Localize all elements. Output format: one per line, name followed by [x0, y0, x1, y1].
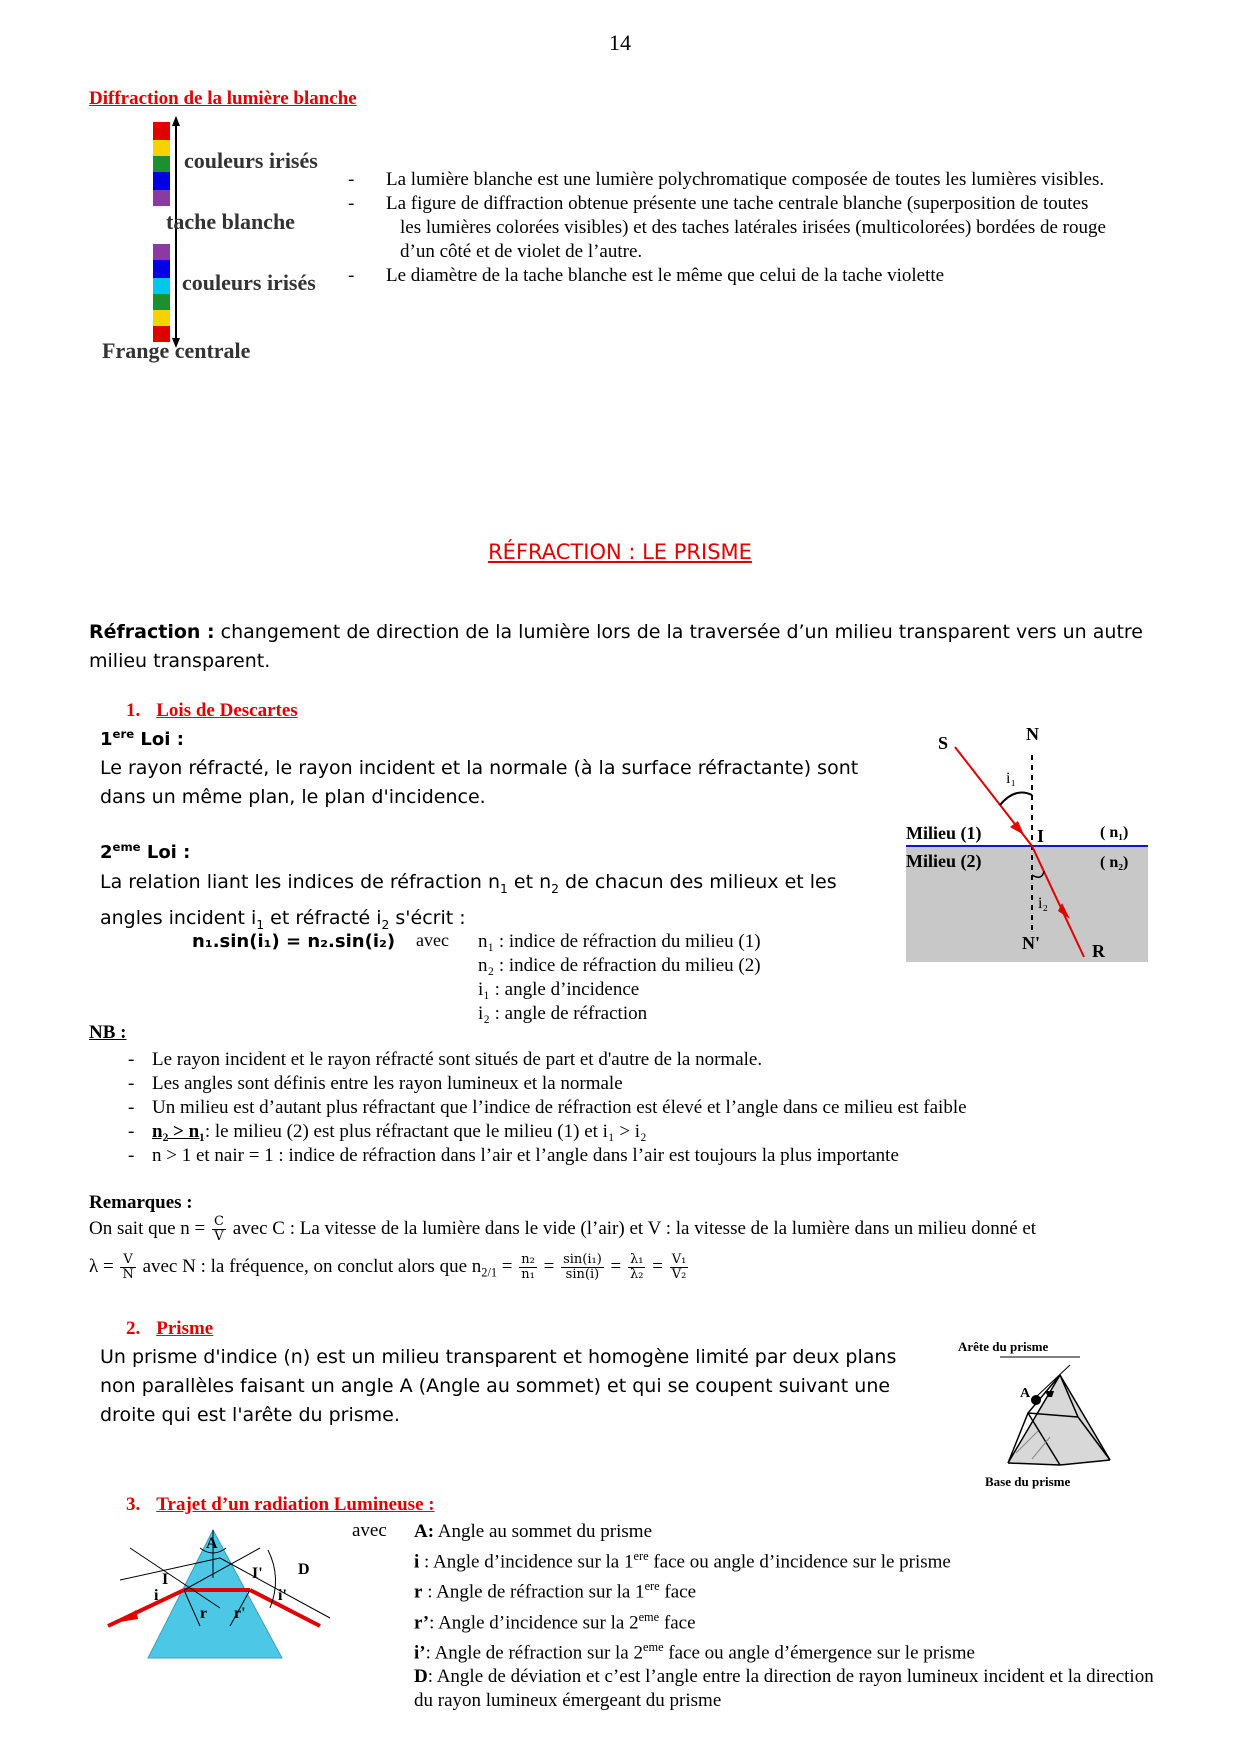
fig3-Iprime: I'	[252, 1565, 263, 1582]
definition-item: r’: Angle d’incidence sur la 2eme face	[414, 1609, 696, 1633]
section-3-avec: avec	[352, 1520, 387, 1541]
prism-diagram	[950, 1335, 1130, 1495]
fig-S: S	[938, 733, 949, 753]
list-item: - Le diamètre de la tache blanche est le même que celui de la tache violette	[360, 264, 1110, 288]
list-item: - La figure de diffraction obtenue présente une tache centrale blanche (superposition de toutes les lumières colorées visibles) et des taches latérales irisées (multicolorées) bordées de rouge d’un côté et de violet de l’autre.	[360, 192, 1110, 264]
definition-item: D: Angle de déviation et c’est l’angle entre la direction de rayon lumineux incident et la direction du rayon lumineux émergeant du prisme	[414, 1666, 1154, 1712]
loi2-label: 2eme Loi :	[100, 840, 191, 863]
definition-text: changement de direction de la lumière lors de la traversée d’un milieu transparent vers un autre milieu transparent.	[89, 621, 1143, 672]
trajectory-figure	[100, 1518, 340, 1668]
fig-i2: i₂	[1038, 895, 1049, 912]
remarques-title: Remarques :	[89, 1192, 193, 1213]
section-2-heading	[126, 1318, 213, 1340]
fig3-rprime: r'	[234, 1605, 246, 1622]
refraction-diagram	[900, 725, 1150, 965]
remarques-line-2: λ = $\frac{V}{N}$ avec N : la fréquence, on conclut alors que $n_{2/1}$ = $\frac{\text{n₂}}{\text{n₁}}$ = $\frac{\text{sin(i₁)}}{\sin(i)}$ = $\frac{\text{λ₁}}{\text{λ₂}}$ = $\frac{\text{V₁}}{\text{V₂}}$	[89, 1252, 687, 1282]
remarques-line-1: On sait que n = $\frac{C}{V}$ avec C : La vitesse de la lumière dans le vide (l’air) et V : la vitesse de la lumière dans un milieu donné et	[89, 1214, 1037, 1244]
list-item: - Le rayon incident et le rayon réfracté sont situés de part et d'autre de la normale.	[126, 1048, 1186, 1072]
definition-item: n₁ : indice de réfraction du milieu (1)	[478, 931, 761, 952]
fig3-I: I	[162, 1571, 169, 1588]
fig-A: A	[1020, 1386, 1031, 1401]
refraction-figure	[900, 725, 1150, 965]
formula-definitions	[478, 930, 761, 1026]
fig-arete: Arête du prisme	[958, 1339, 1049, 1354]
fig-i1: i₁	[1006, 770, 1017, 787]
fig3-r: r	[200, 1605, 208, 1622]
definition-item: i : Angle d’incidence sur la 1ere face ou angle d’incidence sur le prisme	[414, 1549, 951, 1573]
fig3-iprime: i'	[278, 1587, 287, 1604]
page-number: 14	[609, 30, 631, 55]
trajectory-diagram	[100, 1518, 340, 1668]
fig3-D: D	[298, 1561, 310, 1578]
fig-Nprime: N'	[1022, 933, 1040, 953]
fig-label-caption: Frange centrale	[102, 338, 251, 363]
fig-I: I	[1037, 826, 1045, 846]
list-item: - n > 1 et nair = 1 : indice de réfraction dans l’air et l’angle dans l’air est toujours la plus importante	[126, 1144, 1186, 1168]
diffraction-bullets	[360, 168, 1110, 288]
definition-item: r : Angle de réfraction sur la 1ere face	[414, 1579, 697, 1603]
descartes-formula: n₁.sin(i₁) = n₂.sin(i₂)	[192, 931, 396, 952]
section-1-number: 1.	[126, 700, 141, 721]
section-3-definitions	[414, 1520, 1154, 1713]
list-item: - n₂ > n₁: le milieu (2) est plus réfractant que le milieu (1) et i₁ > i₂	[126, 1120, 1186, 1144]
loi2-text: La relation liant les indices de réfraction $n_1$ et $n_2$ de chacun des milieux et les angles incident $i_1$ et réfracté $i_2$ s'écrit :	[100, 871, 837, 932]
fig3-A: A	[206, 1535, 218, 1552]
fig3-i: i	[154, 1587, 159, 1604]
list-item: - Les angles sont définis entre les rayon lumineux et la normale	[126, 1072, 1186, 1096]
diffraction-fringe-diagram	[100, 112, 350, 372]
definition-item: i’: Angle de réfraction sur la 2eme face ou angle d’émergence sur le prisme	[414, 1639, 975, 1664]
loi1-label: 1ere Loi :	[100, 727, 184, 750]
fig-n2: ( n₂)	[1100, 854, 1129, 871]
list-item: - Un milieu est d’autant plus réfractant que l’indice de réfraction est élevé et l’angle dans ce milieu est faible	[126, 1096, 1186, 1120]
section-3-number: 3.	[126, 1494, 141, 1515]
fig-milieu2: Milieu (2)	[906, 851, 982, 871]
list-item: - La lumière blanche est une lumière polychromatique composée de toutes les lumières visibles.	[360, 168, 1110, 192]
fig-n1: ( n₁)	[1100, 824, 1129, 841]
diffraction-figure	[100, 112, 350, 372]
section-2-text: Un prisme d'indice (n) est un milieu transparent et homogène limité par deux plans non parallèles faisant un angle A (Angle au sommet) et qui se coupent suivant une droite qui est l'arête du prisme.	[100, 1346, 897, 1426]
fig-N: N	[1026, 725, 1039, 744]
definition-item: n₂ : indice de réfraction du milieu (2)	[478, 955, 761, 976]
fig-label-bottom: couleurs irisés	[182, 270, 316, 295]
fig-base: Base du prisme	[985, 1474, 1071, 1489]
refraction-definition	[89, 618, 1169, 676]
definition-item: i₂ : angle de réfraction	[478, 1003, 648, 1024]
section-2-title: Prisme	[156, 1318, 214, 1339]
fig-label-top: couleurs irisés	[184, 148, 318, 173]
section-1-heading	[126, 700, 298, 722]
section-1-title: Lois de Descartes	[156, 700, 298, 721]
loi1-text: Le rayon réfracté, le rayon incident et la normale (à la surface réfractante) sont dans un même plan, le plan d'incidence.	[100, 757, 859, 808]
section-2-number: 2.	[126, 1318, 141, 1339]
fig-label-middle: tache blanche	[166, 209, 295, 234]
diffraction-title: Diffraction de la lumière blanche	[89, 88, 357, 109]
section-3-heading	[126, 1494, 435, 1516]
nb-list	[126, 1048, 1186, 1168]
formula-avec: avec	[416, 930, 449, 950]
definition-item: i₁ : angle d’incidence	[478, 979, 640, 1000]
definition-item: A: Angle au sommet du prisme	[414, 1521, 653, 1542]
definition-term: Réfraction :	[89, 621, 215, 643]
prism-figure	[950, 1335, 1130, 1495]
nb-title: NB :	[89, 1022, 127, 1043]
fig-milieu1: Milieu (1)	[906, 823, 982, 843]
section-3-title: Trajet d’un radiation Lumineuse :	[156, 1494, 435, 1515]
fig-R: R	[1092, 941, 1105, 961]
section-main-title: RÉFRACTION : LE PRISME	[488, 540, 752, 564]
